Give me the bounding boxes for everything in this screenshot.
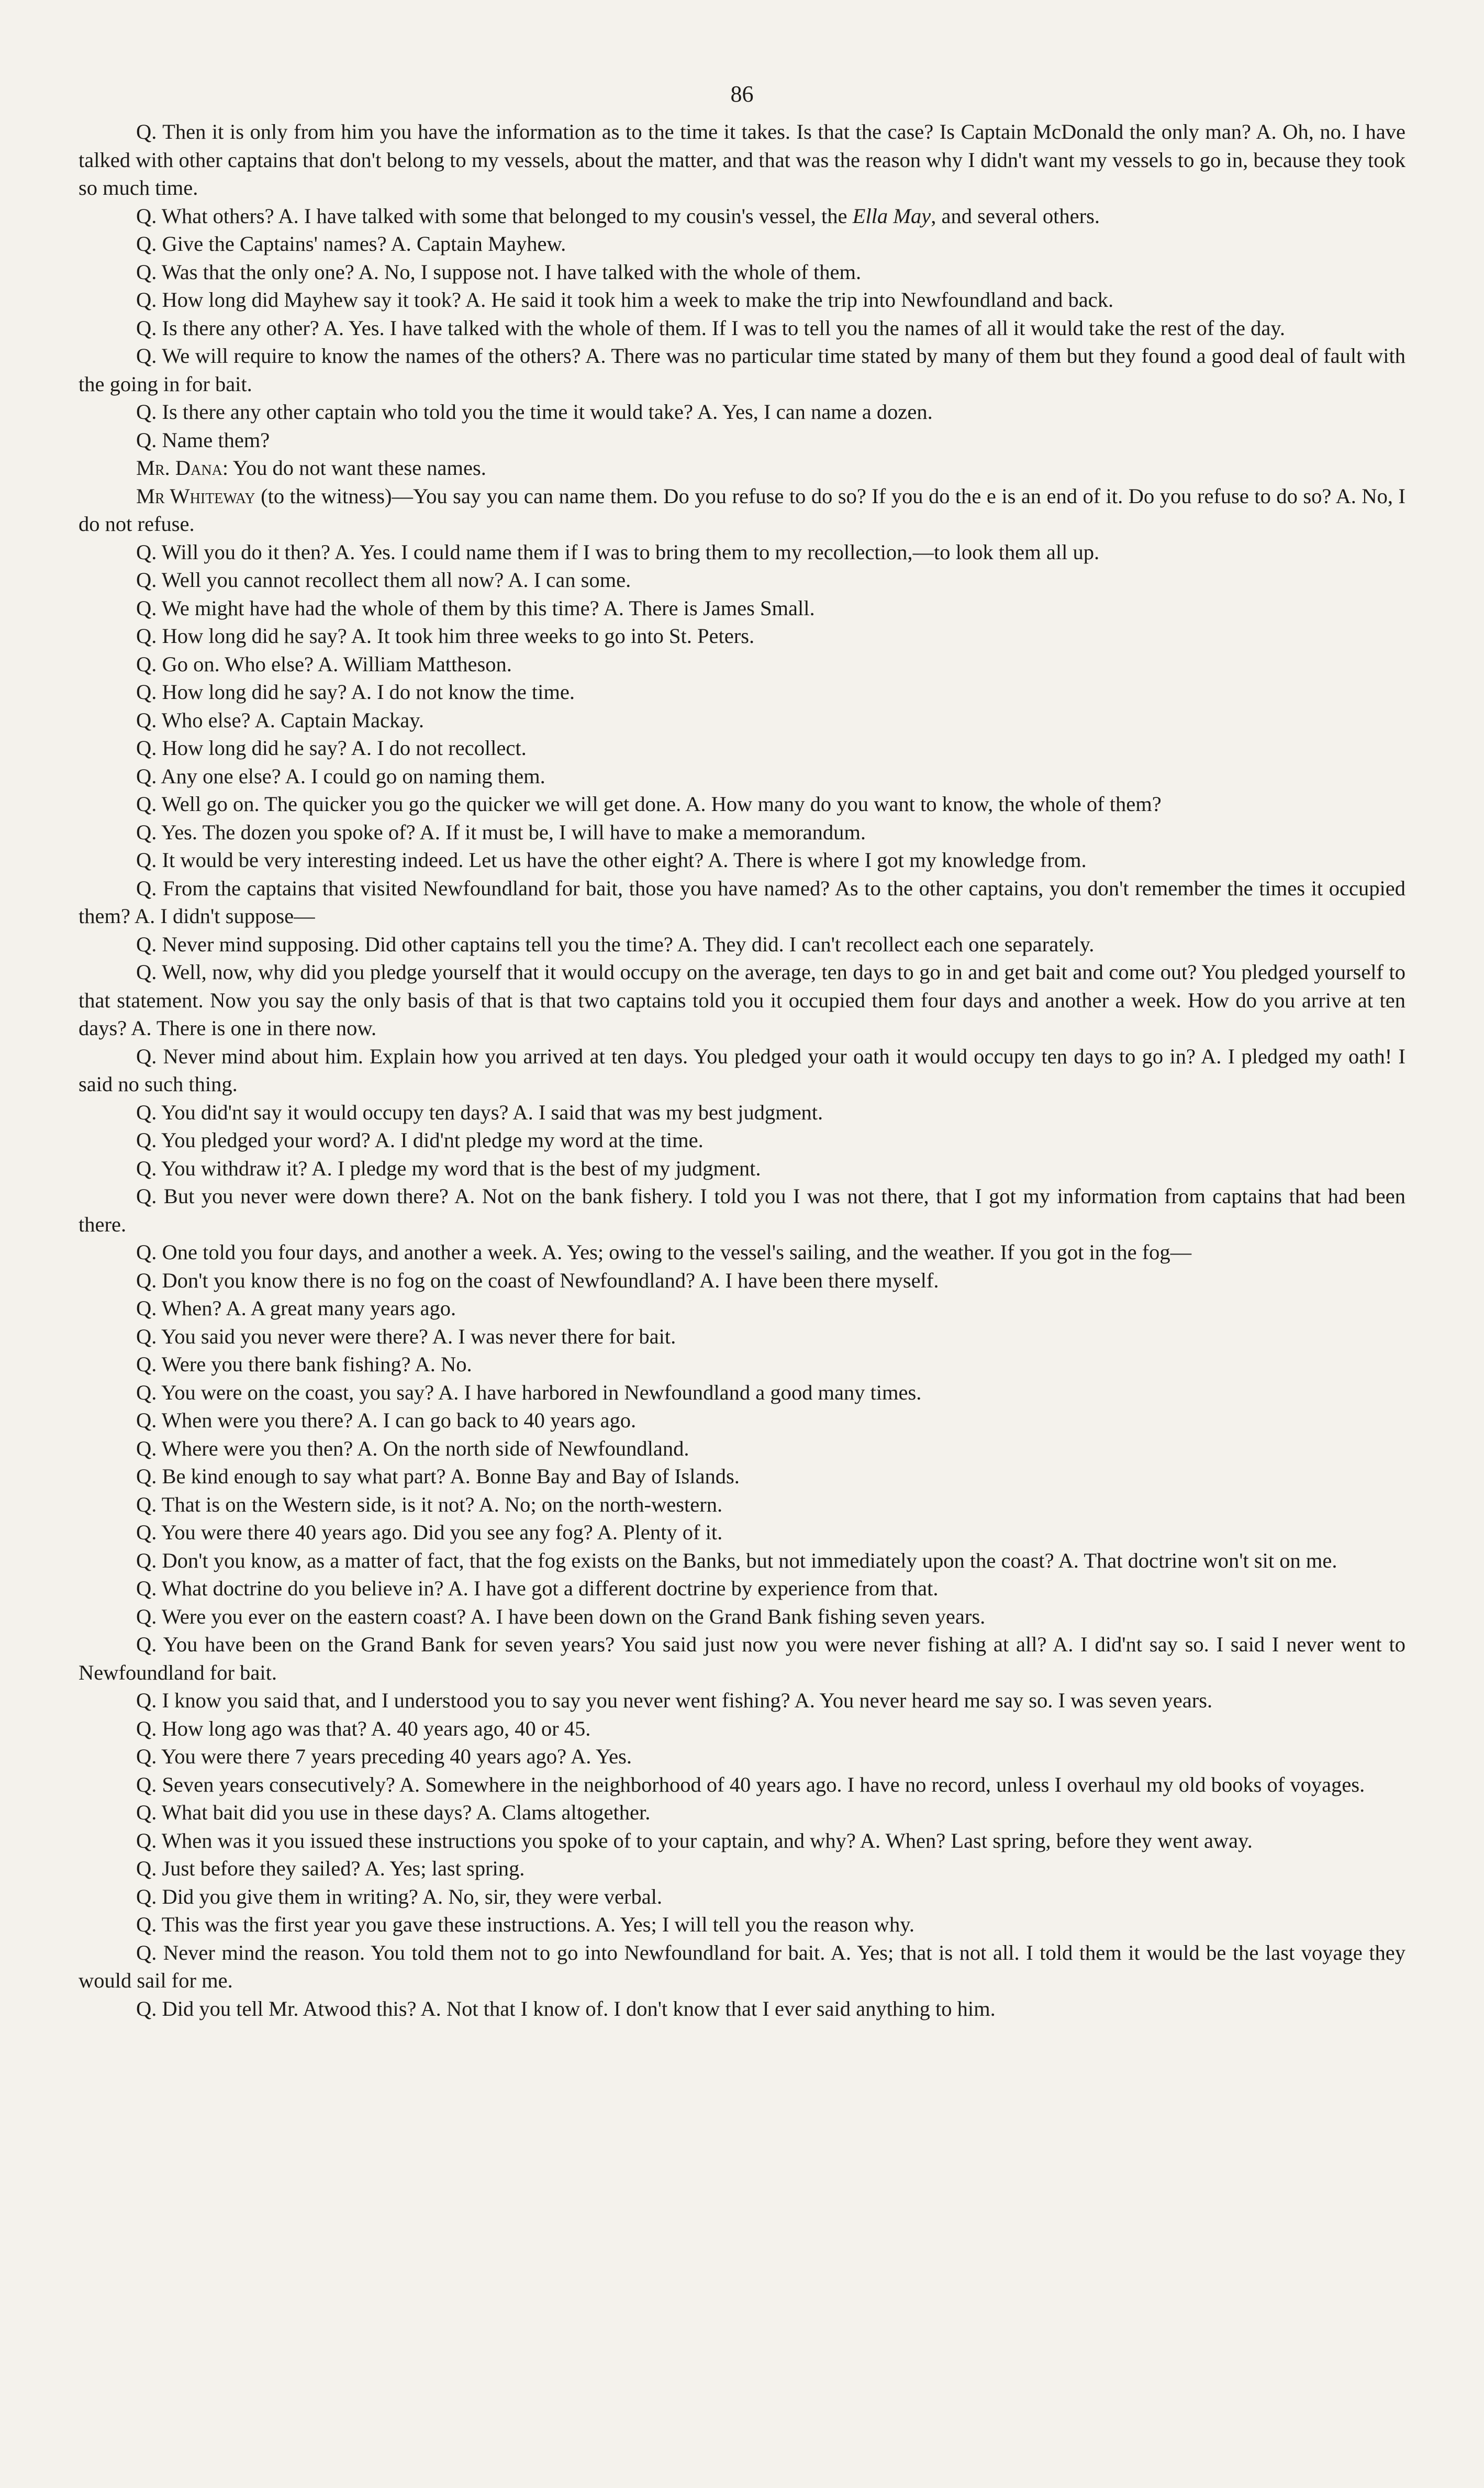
testimony-paragraph: Q. Is there any other captain who told you the time it would take? A. Yes, I can name a dozen.: [136, 400, 933, 424]
testimony-paragraph: Q. This was the first year you gave these instructions. A. Yes; I will tell you the reason why.: [136, 1913, 915, 1936]
speaker-name: Mr Whiteway: [136, 484, 255, 508]
testimony-paragraph: [79, 482, 1405, 538]
paragraph-text: (to the witness)—You say you can name them. Do you refuse to do so? If you do the e is an end of it. Do you refuse to do so? A. No, I do not refuse.: [79, 484, 1405, 536]
testimony-paragraph: Q. How long did he say? A. It took him three weeks to go into St. Peters.: [136, 624, 755, 648]
testimony-paragraph: Q. Did you tell Mr. Atwood this? A. Not that I know of. I don't know that I ever said anything to him.: [136, 1996, 996, 2020]
testimony-paragraph: Q. Give the Captains' names? A. Captain Mayhew.: [136, 232, 566, 256]
testimony-paragraph: Q. You pledged your word? A. I did'nt pledge my word at the time.: [136, 1128, 704, 1152]
testimony-paragraph: Q. How long ago was that? A. 40 years ago, 40 or 45.: [136, 1716, 591, 1740]
speaker-name: Mr. Dana: [136, 456, 222, 480]
testimony-paragraph: Q. Well you cannot recollect them all now? A. I can some.: [136, 568, 631, 592]
testimony-paragraph: Q. Name them?: [136, 428, 270, 452]
testimony-paragraph: Q. Well, now, why did you pledge yourself that it would occupy on the average, ten days to go in and get bait and come out? You pledged yourself to that statement. Now you say the only basis of that is that two captains told you it occupied them four days and another a week. How do you arrive at ten days? A. There is one in there now.: [79, 960, 1405, 1040]
testimony-paragraph: Q. Did you give them in writing? A. No, sir, they were verbal.: [136, 1884, 663, 1908]
testimony-paragraph: Q. What bait did you use in these days? A. Clams altogether.: [136, 1801, 651, 1824]
testimony-paragraph: Q. Don't you know there is no fog on the coast of Newfoundland? A. I have been there myself.: [136, 1268, 939, 1292]
testimony-paragraph: Q. Who else? A. Captain Mackay.: [136, 708, 424, 732]
testimony-paragraph: Q. Well go on. The quicker you go the quicker we will get done. A. How many do you want to know, the whole of them?: [136, 792, 1162, 816]
testimony-paragraph: Q. That is on the Western side, is it not? A. No; on the north-western.: [136, 1492, 723, 1516]
testimony-paragraph: Q. Seven years consecutively? A. Somewhere in the neighborhood of 40 years ago. I have no record, unless I overhaul my old books of voyages.: [136, 1772, 1365, 1796]
testimony-paragraph: Q. You were on the coast, you say? A. I have harbored in Newfoundland a good many times.: [136, 1380, 922, 1404]
testimony-paragraph: Q. You said you never were there? A. I was never there for bait.: [136, 1324, 676, 1348]
paragraph-text: , and several others.: [931, 204, 1100, 228]
testimony-paragraph: Q. Just before they sailed? A. Yes; last spring.: [136, 1857, 525, 1880]
testimony-paragraph: Q. How long did he say? A. I do not recollect.: [136, 736, 527, 760]
testimony-paragraph: Q. When was it you issued these instructions you spoke of to your captain, and why? A. When? Last spring, before they went away.: [136, 1828, 1253, 1852]
testimony-paragraph: Q. I know you said that, and I understood you to say you never went fishing? A. You never heard me say so. I was seven years.: [136, 1689, 1213, 1712]
testimony-paragraph: Q. Were you there bank fishing? A. No.: [136, 1352, 472, 1376]
testimony-paragraph: Q. We will require to know the names of the others? A. There was no particular time stated by many of them but they found a good deal of fault with the going in for bait.: [79, 344, 1405, 396]
vessel-name: Ella May: [852, 204, 931, 228]
testimony-paragraph: Q. You have been on the Grand Bank for seven years? You said just now you were never fishing at all? A. I did'nt say so. I said I never went to Newfoundland for bait.: [79, 1632, 1405, 1684]
testimony-paragraph: Q. How long did Mayhew say it took? A. He said it took him a week to make the trip into Newfoundland and back.: [136, 288, 1114, 312]
testimony-paragraph: Q. Any one else? A. I could go on naming them.: [136, 764, 545, 788]
testimony-paragraph: Q. You withdraw it? A. I pledge my word that is the best of my judgment.: [136, 1156, 761, 1180]
testimony-paragraph: Q. When? A. A great many years ago.: [136, 1296, 456, 1320]
testimony-paragraph: Q. Was that the only one? A. No, I suppose not. I have talked with the whole of them.: [136, 260, 862, 284]
testimony-paragraph: Q. Yes. The dozen you spoke of? A. If it must be, I will have to make a memorandum.: [136, 820, 866, 844]
testimony-paragraph: Q. You were there 40 years ago. Did you see any fog? A. Plenty of it.: [136, 1520, 723, 1544]
testimony-paragraph: Q. You did'nt say it would occupy ten days? A. I said that was my best judgment.: [136, 1100, 823, 1124]
testimony-paragraph: Q. Were you ever on the eastern coast? A. I have been down on the Grand Bank fishing seven years.: [136, 1604, 986, 1628]
testimony-paragraph: Q. Will you do it then? A. Yes. I could name them if I was to bring them to my recollection,—to look them all up.: [136, 540, 1100, 564]
testimony-paragraph: [79, 454, 1405, 482]
paragraph-text: : You do not want these names.: [222, 456, 486, 480]
testimony-paragraph: Q. But you never were down there? A. Not on the bank fishery. I told you I was not there, that I got my information from captains that had been there.: [79, 1184, 1405, 1236]
testimony-paragraph: Q. Then it is only from him you have the information as to the time it takes. Is that the case? Is Captain McDonald the only man? A. Oh, no. I have talked with other captains that don't belong to my vessels, about the matter, and that was the reason why I didn't want my vessels to go in, because they took so much time.: [79, 120, 1405, 199]
testimony-paragraph: Q. It would be very interesting indeed. Let us have the other eight? A. There is where I got my knowledge from.: [136, 848, 1087, 872]
testimony-paragraph: Q. Go on. Who else? A. William Mattheson.: [136, 652, 512, 676]
testimony-paragraph: [79, 202, 1405, 230]
testimony-paragraph: Q. We might have had the whole of them by this time? A. There is James Small.: [136, 596, 815, 620]
testimony-paragraph: Q. Don't you know, as a matter of fact, that the fog exists on the Banks, but not immediately upon the coast? A. That doctrine won't sit on me.: [136, 1548, 1337, 1572]
testimony-paragraph: Q. From the captains that visited Newfoundland for bait, those you have named? As to the other captains, you don't remember the times it occupied them? A. I didn't suppose—: [79, 876, 1405, 928]
testimony-paragraph: Q. Never mind supposing. Did other captains tell you the time? A. They did. I can't recollect each one separately.: [136, 932, 1095, 956]
testimony-paragraph: Q. When were you there? A. I can go back to 40 years ago.: [136, 1408, 637, 1432]
testimony-paragraph: Q. Never mind the reason. You told them not to go into Newfoundland for bait. A. Yes; that is not all. I told them it would be the last voyage they would sail for me.: [79, 1940, 1405, 1992]
testimony-paragraph: Q. Never mind about him. Explain how you arrived at ten days. You pledged your oath it would occupy ten days to go in? A. I pledged my oath! I said no such thing.: [79, 1044, 1405, 1096]
testimony-paragraph: Q. You were there 7 years preceding 40 years ago? A. Yes.: [136, 1745, 632, 1768]
testimony-paragraph: Q. How long did he say? A. I do not know the time.: [136, 680, 575, 704]
testimony-body: [79, 118, 1405, 2023]
testimony-paragraph: Q. Be kind enough to say what part? A. Bonne Bay and Bay of Islands.: [136, 1464, 740, 1488]
testimony-paragraph: Q. What doctrine do you believe in? A. I have got a different doctrine by experience from that.: [136, 1576, 939, 1600]
paragraph-text: Q. What others? A. I have talked with some that belonged to my cousin's vessel, the: [136, 204, 853, 228]
page-number: 86: [730, 81, 754, 107]
testimony-paragraph: Q. Is there any other? A. Yes. I have talked with the whole of them. If I was to tell you the names of all it would take the rest of the day.: [136, 316, 1286, 340]
testimony-paragraph: Q. One told you four days, and another a week. A. Yes; owing to the vessel's sailing, and the weather. If you got in the fog—: [136, 1240, 1192, 1264]
testimony-paragraph: Q. Where were you then? A. On the north side of Newfoundland.: [136, 1436, 689, 1460]
